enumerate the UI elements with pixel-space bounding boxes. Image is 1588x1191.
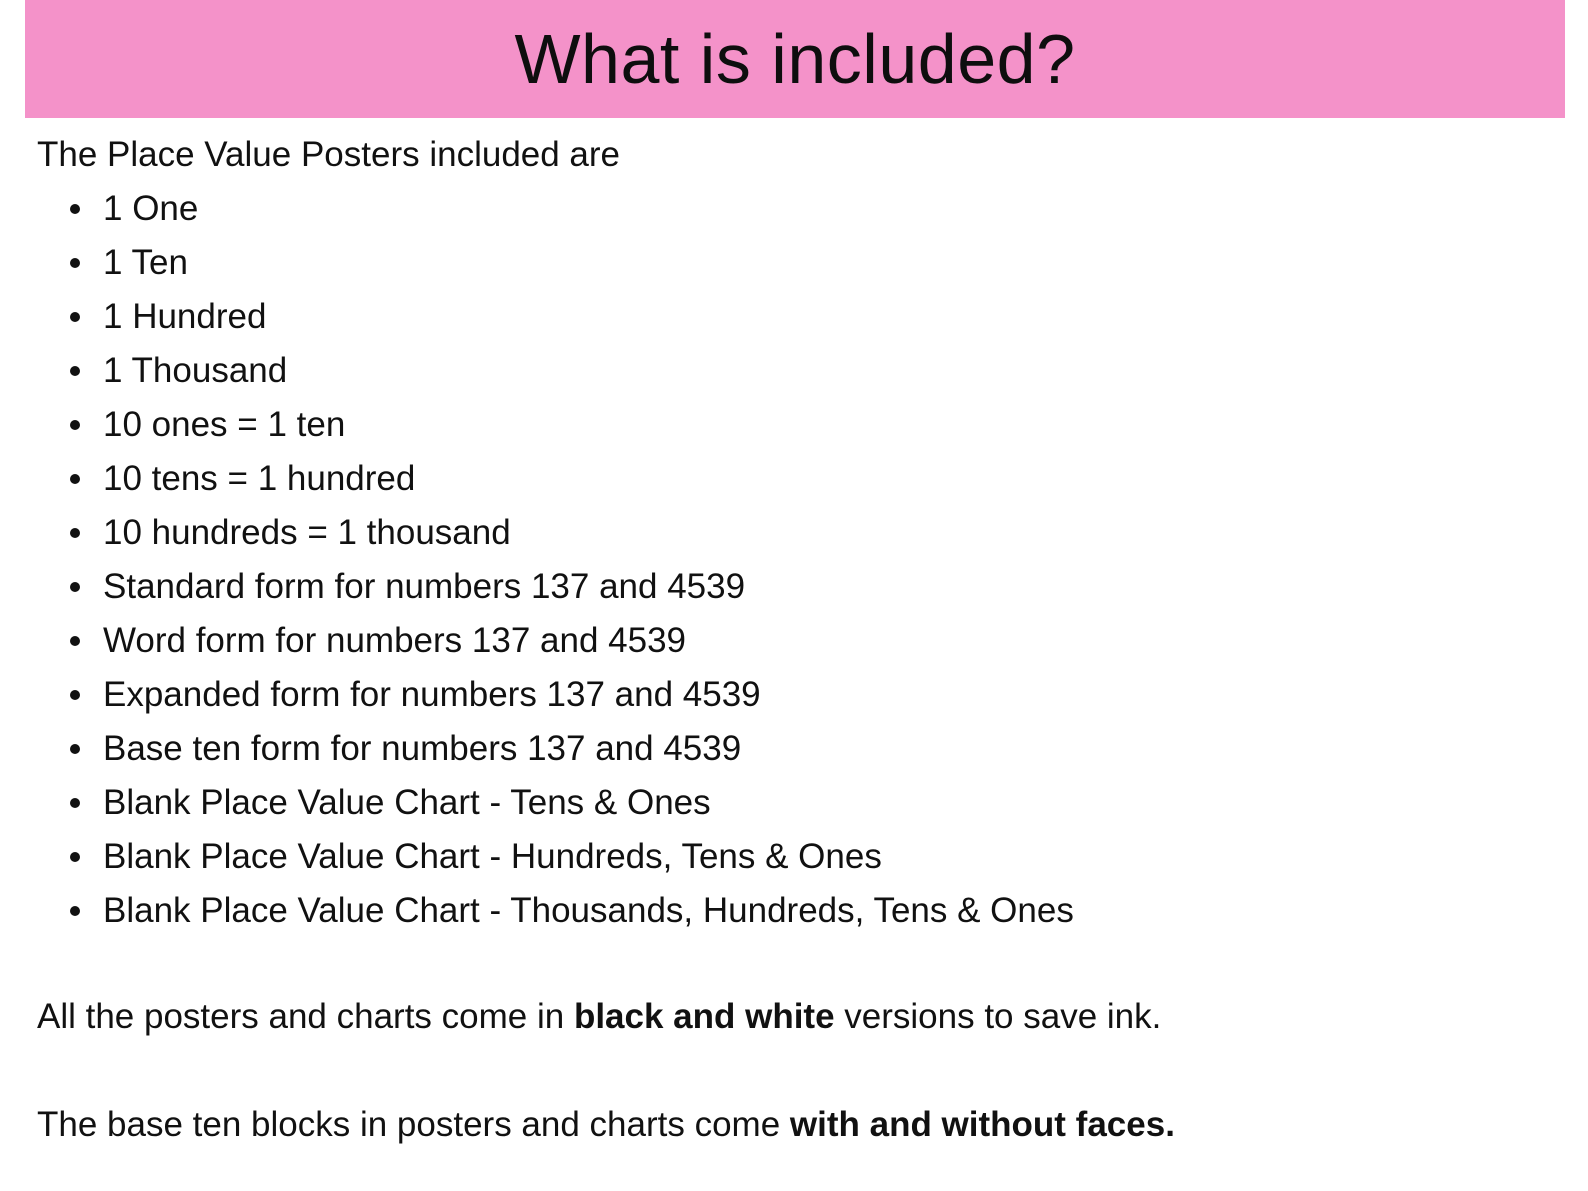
bullet-icon: [70, 366, 80, 376]
header-banner: [25, 0, 1565, 118]
bullet-icon: [70, 798, 80, 808]
intro-text: The Place Value Posters included are: [37, 135, 621, 174]
bullet-icon: [70, 636, 80, 646]
list-item-label: Expanded form for numbers 137 and 4539: [103, 675, 761, 714]
bullet-icon: [70, 258, 80, 268]
bullet-icon: [70, 906, 80, 916]
note-bold-text: with and without faces.: [789, 1105, 1175, 1144]
bullet-icon: [70, 204, 80, 214]
list-item-label: 10 tens = 1 hundred: [103, 459, 416, 498]
bullet-icon: [70, 582, 80, 592]
list-item: [37, 398, 1588, 452]
list-item-label: Word form for numbers 137 and 4539: [103, 621, 687, 660]
list-item-label: 1 Ten: [103, 243, 188, 282]
list-item: [37, 722, 1588, 776]
list-item: [37, 290, 1588, 344]
list-item: [37, 884, 1588, 938]
list-item: [37, 506, 1588, 560]
bullet-icon: [70, 690, 80, 700]
included-list: [0, 182, 1588, 938]
list-item-label: Base ten form for numbers 137 and 4539: [103, 729, 742, 768]
bullet-icon: [70, 852, 80, 862]
bullet-icon: [70, 744, 80, 754]
list-item-label: Blank Place Value Chart - Hundreds, Tens & Ones: [103, 837, 882, 876]
list-item: [37, 452, 1588, 506]
content-section: [0, 118, 1588, 1152]
list-item-label: 10 ones = 1 ten: [103, 405, 346, 444]
bullet-icon: [70, 312, 80, 322]
list-item-label: 1 One: [103, 189, 199, 228]
bullet-icon: [70, 474, 80, 484]
list-item-label: 10 hundreds = 1 thousand: [103, 513, 511, 552]
list-item: [37, 830, 1588, 884]
list-item-label: 1 Hundred: [103, 297, 267, 336]
bullet-icon: [70, 528, 80, 538]
list-item-label: Blank Place Value Chart - Thousands, Hundreds, Tens & Ones: [103, 891, 1074, 930]
list-item: [37, 182, 1588, 236]
note-text: versions to save ink.: [834, 997, 1162, 1036]
bullet-icon: [70, 420, 80, 430]
list-item-label: Blank Place Value Chart - Tens & Ones: [103, 783, 711, 822]
note-bold-text: black and white: [573, 997, 835, 1036]
note-faces: [37, 1098, 1588, 1152]
list-item: [37, 236, 1588, 290]
list-item: [37, 614, 1588, 668]
list-item: [37, 344, 1588, 398]
note-black-and-white: [37, 990, 1588, 1044]
list-item: [37, 776, 1588, 830]
list-item: [37, 560, 1588, 614]
page-title: What is included?: [514, 20, 1076, 98]
note-text: The base ten blocks in posters and charts come: [37, 1105, 790, 1144]
note-text: All the posters and charts come in: [37, 997, 574, 1036]
list-item-label: 1 Thousand: [103, 351, 288, 390]
list-item: [37, 668, 1588, 722]
list-item-label: Standard form for numbers 137 and 4539: [103, 567, 746, 606]
